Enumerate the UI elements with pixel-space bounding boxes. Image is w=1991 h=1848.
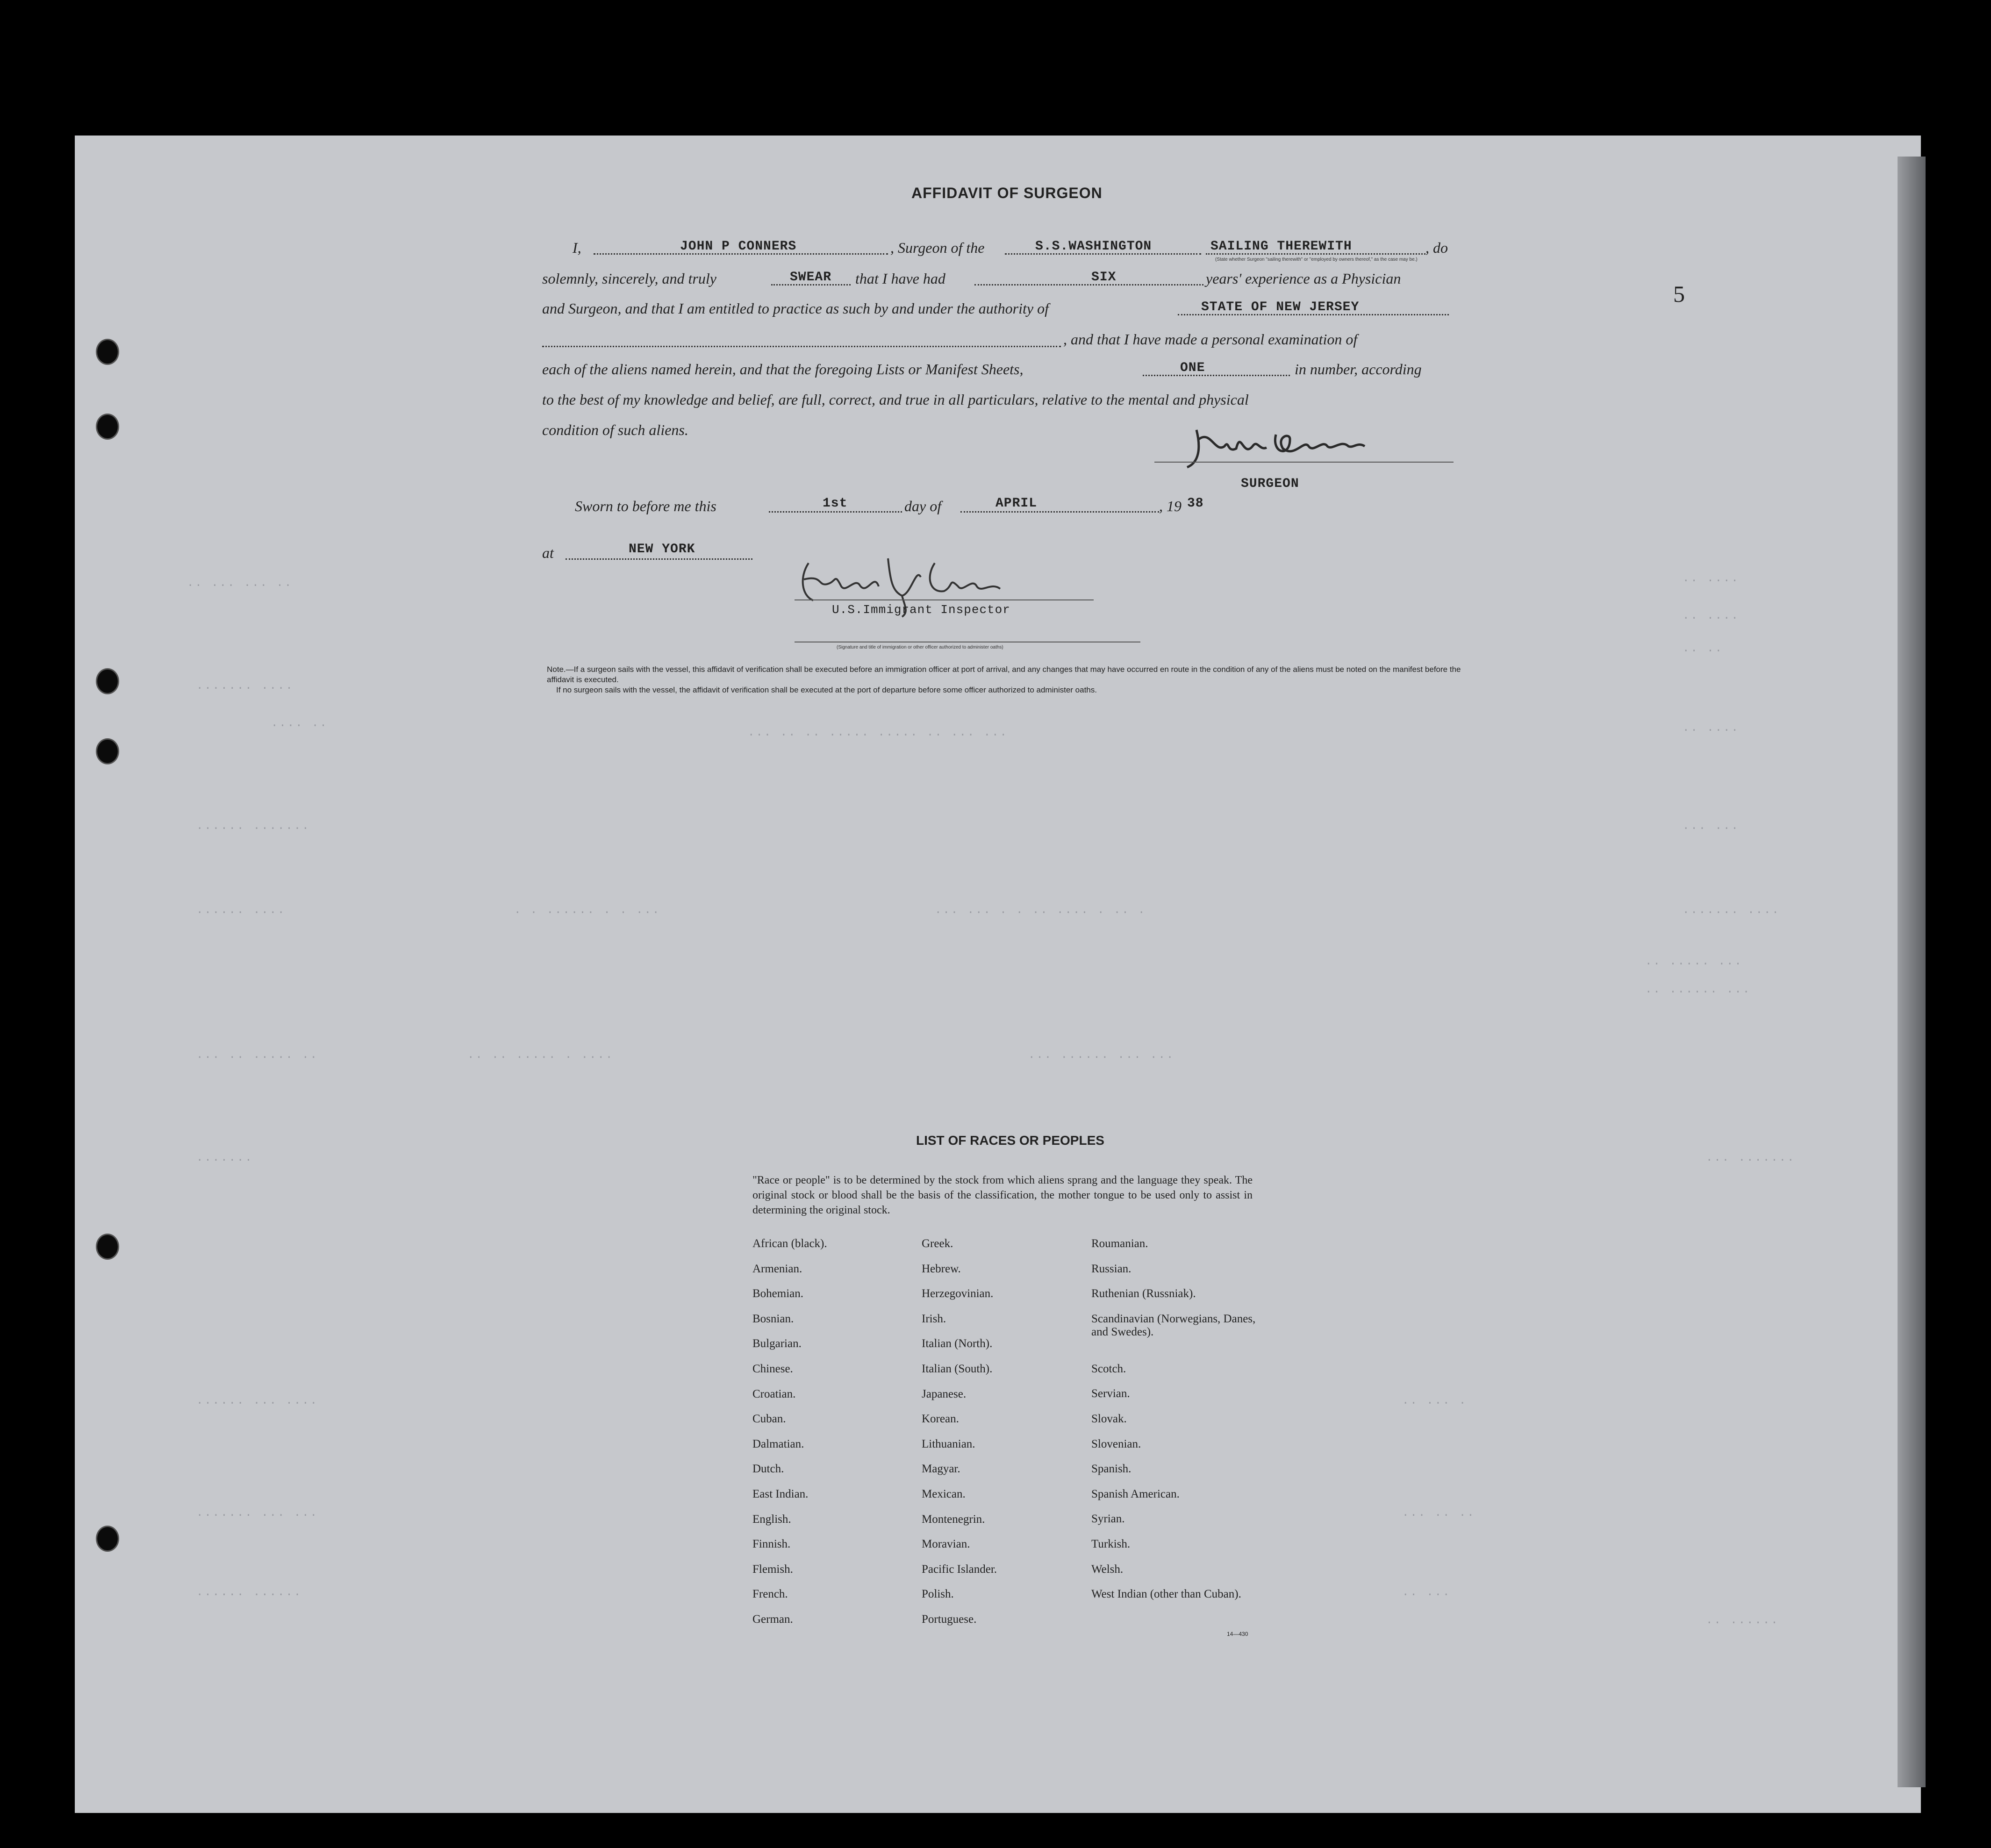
- race-item: Flemish.: [752, 1563, 793, 1576]
- race-item: Finnish.: [752, 1538, 791, 1551]
- line5-suffix: in number, according: [1295, 361, 1422, 378]
- surgeon-signature-line: [1154, 462, 1454, 463]
- line2-prefix: solemnly, sincerely, and truly: [542, 270, 716, 287]
- race-item: Welsh.: [1091, 1563, 1124, 1576]
- inspector-signature-line: [795, 599, 1094, 600]
- inspector-note: (Signature and title of immigration or other officer authorized to administer oaths): [837, 645, 1003, 650]
- page-edge-shadow: [1898, 157, 1926, 1787]
- binder-hole: [96, 1526, 119, 1552]
- binder-hole: [96, 1234, 119, 1260]
- race-item: Scandinavian (Norwegians, Danes, and Swedes).: [1091, 1312, 1256, 1338]
- line1-suffix: , do: [1425, 239, 1448, 256]
- race-item: Dalmatian.: [752, 1437, 804, 1450]
- line1-prefix: I,: [573, 239, 581, 256]
- sailing-note: (State whether Surgeon "sailing therewith" or "employed by owners thereof," as the case may be.): [1215, 257, 1418, 262]
- binder-hole: [96, 339, 119, 365]
- race-item: Slovenian.: [1091, 1437, 1141, 1450]
- line3-prefix: and Surgeon, and that I am entitled to practice as such by and under the authority of: [542, 300, 1049, 317]
- race-item: Hebrew.: [922, 1262, 961, 1275]
- race-item: Bohemian.: [752, 1287, 804, 1300]
- race-item: Herzegovinian.: [922, 1287, 994, 1300]
- race-item: Bosnian.: [752, 1312, 794, 1325]
- note-line1: Note.—If a surgeon sails with the vessel, this affidavit of verification shall be executed before an immigration officer at port of arrival, and any changes that may have occurred en route in the condition of any of the aliens must be noted on the manifest before the affidavit is executed.: [547, 665, 1461, 684]
- race-item: Polish.: [922, 1588, 954, 1601]
- race-item: Syrian.: [1091, 1513, 1125, 1526]
- years-experience: SIX: [1091, 270, 1117, 285]
- races-column-1: [752, 1237, 827, 1638]
- race-item: Croatian.: [752, 1387, 796, 1400]
- race-item: Korean.: [922, 1413, 959, 1426]
- race-item: Italian (South).: [922, 1362, 993, 1375]
- sworn-day-of: day of: [904, 498, 942, 514]
- sailing-status: SAILING THEREWITH: [1210, 239, 1352, 254]
- sworn-year-prefix: , 19: [1159, 498, 1182, 514]
- races-intro: "Race or people" is to be determined by the stock from which aliens sprang and the language they speak. The original stock or blood shall be the basis of the classification, the mother tongue to be used only to assist in determining the original stock.: [752, 1174, 1253, 1216]
- page-number: 5: [1673, 281, 1685, 307]
- line2-suffix: years' experience as a Physician: [1206, 270, 1401, 287]
- race-item: Greek.: [922, 1237, 953, 1250]
- race-item: Cuban.: [752, 1413, 786, 1426]
- practice-authority: STATE OF NEW JERSEY: [1201, 300, 1360, 314]
- races-title: LIST OF RACES OR PEOPLES: [916, 1133, 1104, 1148]
- binder-hole: [96, 738, 119, 764]
- note-line2: If no surgeon sails with the vessel, the affidavit of verification shall be executed at the port of departure before some officer authorized to administer oaths.: [556, 685, 1097, 694]
- race-item: Moravian.: [922, 1538, 970, 1551]
- race-item: Pacific Islander.: [922, 1563, 997, 1576]
- race-item: German.: [752, 1613, 793, 1626]
- race-item: Montenegrin.: [922, 1513, 985, 1526]
- blank-authority-continued: [542, 346, 1061, 347]
- races-column-2: [922, 1237, 997, 1638]
- affidavit-title: AFFIDAVIT OF SURGEON: [911, 185, 1103, 201]
- surgeon-name: JOHN P CONNERS: [680, 239, 797, 254]
- race-item: Slovak.: [1091, 1412, 1127, 1425]
- race-item: Russian.: [1091, 1262, 1132, 1275]
- inspector-title: U.S.Immigrant Inspector: [832, 603, 1010, 617]
- races-column-3: [1091, 1237, 1260, 1613]
- sworn-place: NEW YORK: [629, 542, 695, 557]
- race-item: French.: [752, 1588, 788, 1601]
- line6: to the best of my knowledge and belief, are full, correct, and true in all particulars, relative to the mental and physical: [542, 391, 1249, 408]
- at-prefix: at: [542, 544, 554, 561]
- race-item: Bulgarian.: [752, 1337, 802, 1350]
- blank-day: [769, 511, 902, 513]
- race-item: Armenian.: [752, 1262, 802, 1275]
- blank-sheet-count: [1143, 375, 1290, 376]
- sworn-year: 38: [1187, 496, 1204, 511]
- race-item: Portuguese.: [922, 1613, 977, 1626]
- line7: condition of such aliens.: [542, 421, 688, 438]
- race-item: Mexican.: [922, 1487, 966, 1500]
- race-item: Japanese.: [922, 1387, 967, 1400]
- surgeon-signature: [1182, 421, 1369, 477]
- race-item: Spanish American.: [1091, 1487, 1180, 1500]
- race-item: Italian (North).: [922, 1337, 993, 1350]
- race-item: African (black).: [752, 1237, 827, 1250]
- surgeon-label: SURGEON: [1241, 477, 1299, 491]
- sheet-count: ONE: [1180, 361, 1205, 375]
- form-number: 14—430: [1227, 1631, 1248, 1637]
- line1-mid: , Surgeon of the: [890, 239, 985, 256]
- race-item: Scotch.: [1091, 1362, 1126, 1375]
- race-item: Magyar.: [922, 1463, 960, 1476]
- race-item: Servian.: [1091, 1387, 1130, 1400]
- sworn-prefix: Sworn to before me this: [575, 498, 716, 514]
- affidavit-note: [547, 664, 1463, 695]
- line4: , and that I have made a personal examination of: [1063, 331, 1358, 348]
- race-item: Lithuanian.: [922, 1437, 975, 1450]
- race-item: West Indian (other than Cuban).: [1091, 1588, 1241, 1601]
- line2-mid: that I have had: [855, 270, 945, 287]
- blank-place: [566, 558, 752, 560]
- sworn-month: APRIL: [996, 496, 1038, 511]
- line5-prefix: each of the aliens named herein, and that the foregoing Lists or Manifest Sheets,: [542, 361, 1024, 378]
- race-item: Irish.: [922, 1312, 946, 1325]
- race-item: Roumanian.: [1091, 1237, 1148, 1250]
- race-item: Dutch.: [752, 1463, 784, 1476]
- oath-type: SWEAR: [790, 270, 832, 285]
- race-item: Spanish.: [1091, 1463, 1132, 1476]
- document-page: [75, 136, 1921, 1813]
- race-item: Turkish.: [1091, 1537, 1131, 1550]
- binder-hole: [96, 668, 119, 694]
- race-item: English.: [752, 1513, 791, 1526]
- race-item: Chinese.: [752, 1362, 793, 1375]
- blank-month: [960, 511, 1159, 513]
- vessel-name: S.S.WASHINGTON: [1035, 239, 1152, 254]
- race-item: Ruthenian (Russniak).: [1091, 1287, 1196, 1300]
- sworn-day: 1st: [823, 496, 848, 511]
- blank-years: [974, 284, 1203, 285]
- binder-hole: [96, 414, 119, 440]
- race-item: East Indian.: [752, 1487, 809, 1500]
